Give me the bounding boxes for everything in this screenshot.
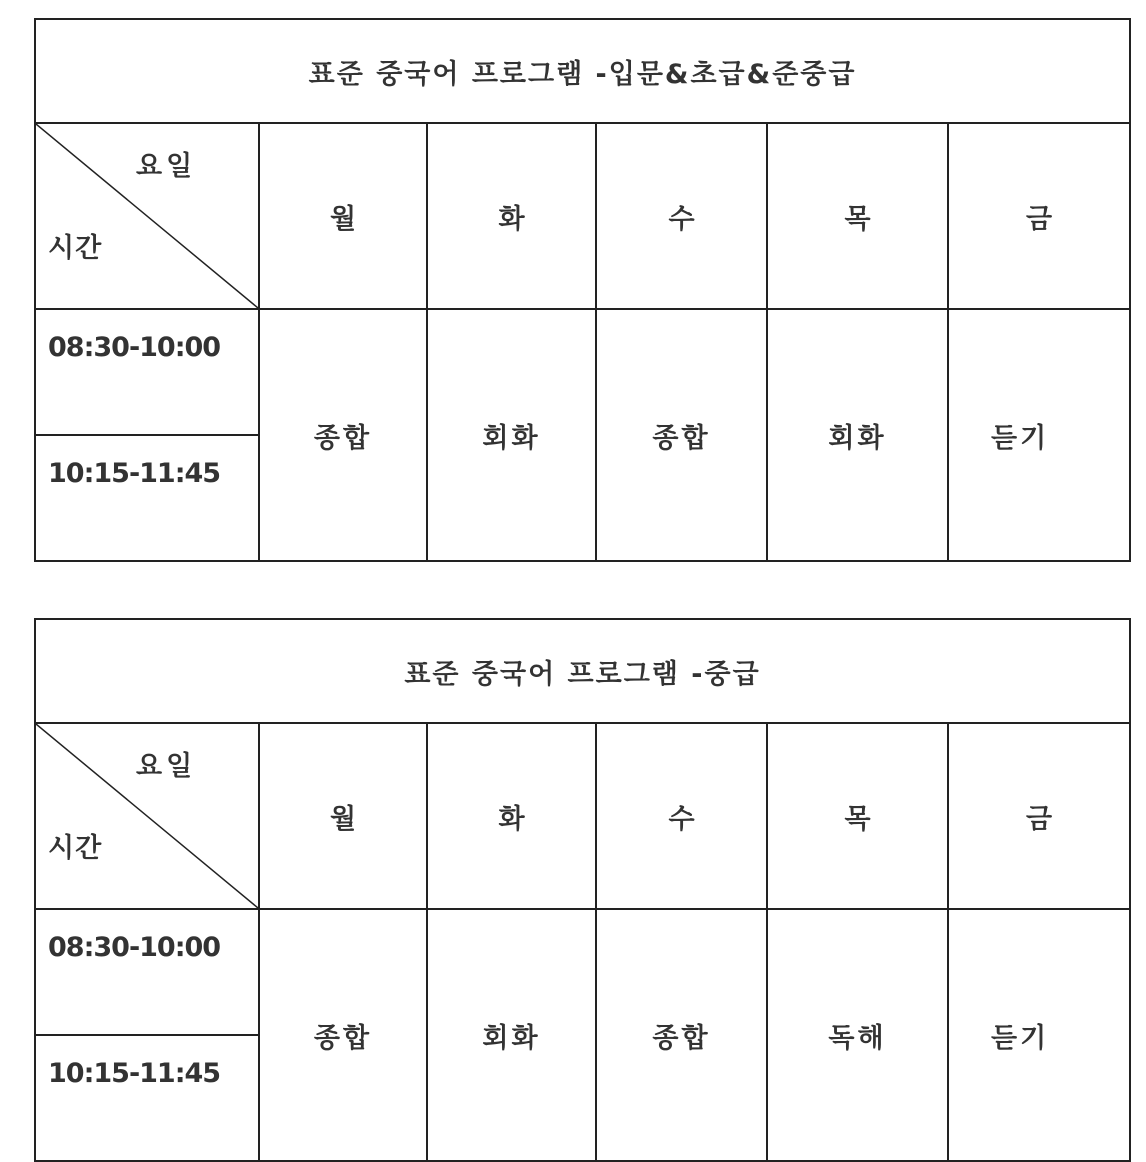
subject-mon: 종합	[259, 309, 427, 561]
subject-thu: 독해	[767, 909, 948, 1161]
corner-time-label: 시간	[48, 233, 103, 264]
subject-tue: 회화	[427, 309, 596, 561]
subject-mon: 종합	[259, 909, 427, 1161]
time-slot-1: 08:30-10:00	[35, 909, 259, 1035]
corner-header-cell	[35, 123, 259, 309]
corner-time-label: 시간	[48, 833, 103, 864]
day-header-tue: 화	[427, 723, 596, 909]
subject-wed: 종합	[596, 909, 767, 1161]
subject-wed: 종합	[596, 309, 767, 561]
corner-day-label: 요일	[136, 151, 197, 182]
day-header-tue: 화	[427, 123, 596, 309]
time-slot-2: 10:15-11:45	[35, 435, 259, 561]
time-slot-2: 10:15-11:45	[35, 1035, 259, 1161]
day-header-thu: 목	[767, 123, 948, 309]
schedule-table-intermediate	[34, 618, 1129, 1115]
subject-fri: 듣기	[948, 909, 1130, 1161]
day-header-fri: 금	[948, 123, 1130, 309]
day-header-fri: 금	[948, 723, 1130, 909]
corner-day-label: 요일	[136, 751, 197, 782]
table-title: 표준 중국어 프로그램 -입문&초급&준중급	[35, 19, 1130, 123]
schedule-table-beginner	[34, 18, 1129, 515]
corner-header-cell	[35, 723, 259, 909]
day-header-wed: 수	[596, 123, 767, 309]
table-title: 표준 중국어 프로그램 -중급	[35, 619, 1130, 723]
subject-thu: 회화	[767, 309, 948, 561]
subject-tue: 회화	[427, 909, 596, 1161]
time-slot-1: 08:30-10:00	[35, 309, 259, 435]
subject-fri: 듣기	[948, 309, 1130, 561]
day-header-thu: 목	[767, 723, 948, 909]
day-header-mon: 월	[259, 123, 427, 309]
day-header-mon: 월	[259, 723, 427, 909]
day-header-wed: 수	[596, 723, 767, 909]
